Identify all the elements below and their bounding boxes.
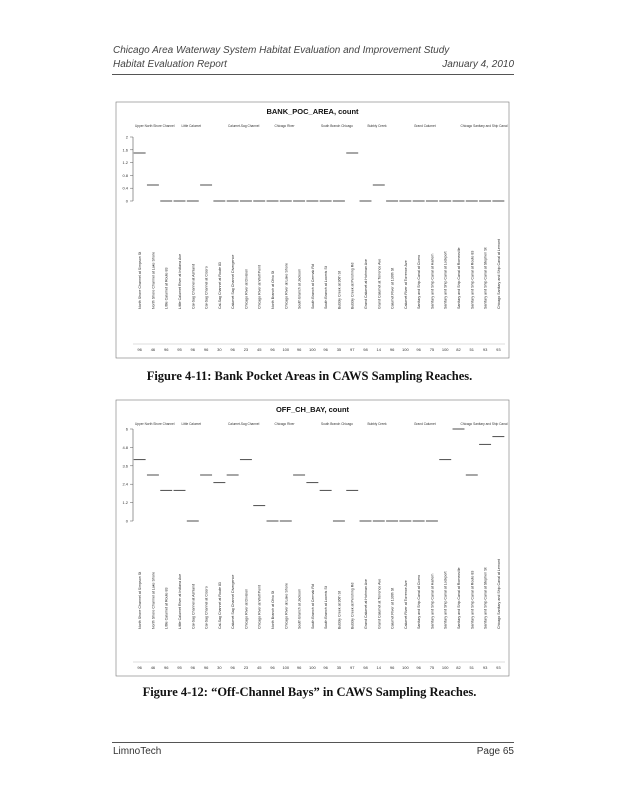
chart-frame [116,102,509,358]
station-label: Chicago River at Lake Shore [284,263,289,309]
y-tick-label: 1.2 [122,160,128,166]
station-label: Bubbly Creek at 36th St [337,271,342,309]
y-tick-label: 4.8 [122,444,128,450]
chart-title: BANK_POC_AREA, count [266,107,359,116]
station-label: Sanitary and Ship Canal at Romeoville [457,567,461,629]
station-count: 96 [296,665,302,670]
station-label: Grand Calumet at Hohman Ave [364,259,368,309]
chart-title: OFF_CH_BAY, count [275,405,350,414]
station-count: 93 [496,347,501,352]
group-label: Bubbly Creek [367,124,387,128]
station-label: South Branch at Cermak Rd [310,264,315,309]
station-count: 100 [282,347,290,352]
station-count: 96 [163,347,169,352]
station-label: North Shore Channel at Simpson St [138,251,143,309]
group-label: Chicago Sanitary and Ship Canal [460,422,508,426]
figure-4-12-caption: Figure 4-12: “Off-Channel Bays” in CAWS Sampling Reaches. [142,685,477,699]
bank-pocket-chart [115,101,510,359]
station-label: Chicago River at Division [244,268,249,309]
station-count: 14 [376,347,382,352]
group-label: Chicago Sanitary and Ship Canal [460,124,508,128]
station-count: 30 [217,347,222,352]
station-count: 98 [363,347,368,352]
station-label: Little Calumet River at Indiana Ave [178,253,182,309]
header-title-line1: Chicago Area Waterway System Habitat Evaluation and Improvement Study [113,45,450,56]
station-count: 82 [456,665,461,670]
group-label: Little Calumet [181,124,201,128]
station-count: 93 [482,347,488,352]
station-count: 96 [323,665,328,670]
station-count: 96 [389,347,395,352]
station-label: Chicago River at Division [244,588,249,629]
station-count: 23 [243,665,249,670]
off-channel-bay-chart [115,399,510,677]
station-label: Calumet River at Torrence Ave [403,260,408,309]
group-label: Grand Calumet [414,422,436,426]
station-label: Little Calumet River at Indiana Ave [178,573,182,629]
y-tick-label: 1.2 [122,500,128,506]
station-count: 35 [336,665,342,670]
station-count: 96 [416,665,421,670]
group-label: Calumet-Sag Channel [228,422,260,426]
station-label: Sanitary and Ship Canal at Route 83 [470,250,475,309]
station-label: Calumet Sag Channel Divergence [231,574,236,629]
station-label: Sanitary and Ship Canal at Stephen St [483,247,488,309]
station-count: 75 [429,665,435,670]
station-count: 51 [469,347,475,352]
station-label: Bubbly Creek at 36th St [337,591,342,629]
group-label: Bubbly Creek [367,422,387,426]
station-label: South Branch at Jackson [297,589,302,629]
y-tick-label: 2 [125,134,128,140]
group-label: South Branch Chicago [321,422,353,426]
station-label: North Shore Channel at Lake Shore [151,251,156,309]
station-count: 96 [389,665,395,670]
station-label: South Branch at Loomis St [324,266,329,309]
station-label: Chicago River at Wolf Point [257,265,262,309]
station-label: Little Calumet at Route 83 [164,267,169,309]
group-label: Calumet-Sag Channel [228,124,260,128]
station-count: 100 [282,665,290,670]
station-count: 14 [376,665,382,670]
station-label: South Branch at Cermak Rd [310,584,315,629]
station-count: 51 [469,665,475,670]
station-label: Sanitary and Ship Canal at Lockport [443,251,448,309]
station-count: 96 [270,665,275,670]
header-title-line2: Habitat Evaluation Report [113,59,227,70]
station-label: Chicago River at Wolf Point [257,585,262,629]
station-count: 97 [349,347,355,352]
header-rule [112,74,514,75]
station-label: Cal-Sag Channel at Cicero [204,266,209,309]
station-count: 46 [150,665,156,670]
station-label: Little Calumet at Route 83 [164,587,169,629]
station-count: 23 [243,347,249,352]
station-count: 93 [482,665,488,670]
station-label: Grand Calumet at Torrence Ave [377,578,382,629]
station-label: Sanitary and Ship Canal at Stephen St [483,567,488,629]
station-label: North Branch at Ohio St [271,270,275,309]
station-count: 82 [456,347,461,352]
station-label: Cal-Sag Channel at Ashland [191,583,196,629]
station-count: 30 [217,665,222,670]
station-label: Grand Calumet at Torrence Ave [377,258,382,309]
station-label: Sanitary and Ship Canal at Lockport [443,571,448,629]
station-count: 96 [190,347,196,352]
group-label: South Branch Chicago [321,124,353,128]
station-label: Cal-Sag Channel at Ashland [191,263,196,309]
y-tick-label: 2.4 [122,481,128,487]
group-label: Little Calumet [181,422,201,426]
station-label: North Shore Channel at Simpson St [138,571,143,629]
station-count: 96 [163,665,169,670]
station-count: 45 [256,665,262,670]
header-date: January 4, 2010 [442,59,514,70]
station-count: 35 [336,347,342,352]
station-count: 45 [256,347,262,352]
station-label: Calumet Sag Channel Divergence [231,254,236,309]
station-label: Bubbly Creek at Pershing Rd [350,582,355,629]
station-count: 96 [230,665,235,670]
group-label: Upper North Shore Channel [135,124,175,128]
station-label: Bubbly Creek at Pershing Rd [350,262,355,309]
station-label: Sanitary and Ship Canal at Harlem [430,573,435,629]
station-label: South Branch at Jackson [297,269,302,309]
station-label: Sanitary and Ship Canal at Romeoville [457,247,461,309]
station-count: 96 [190,665,196,670]
station-label: Sanitary and Ship Canal at Route 83 [470,570,475,629]
group-label: Upper North Shore Channel [135,422,175,426]
y-tick-label: 0 [125,518,128,524]
chart-frame [116,400,509,676]
station-label: South Branch at Loomis St [324,586,329,629]
station-count: 100 [441,347,449,352]
station-count: 97 [349,665,355,670]
station-count: 96 [270,347,275,352]
station-count: 100 [402,665,409,670]
station-count: 100 [309,665,316,670]
station-label: Cal-Sag Channel at Route 83 [217,262,222,309]
y-tick-label: 1.6 [122,147,128,153]
y-tick-label: 6 [125,426,128,432]
station-count: 100 [441,665,449,670]
station-count: 98 [363,665,368,670]
y-tick-label: 0.8 [122,172,128,178]
station-label: Sanitary and Ship Canal at Cicero [417,574,422,629]
y-tick-label: 0.4 [122,185,128,191]
station-label: Grand Calumet at Hohman Ave [364,579,368,629]
group-label: Chicago River [274,124,295,128]
footer-company: LimnoTech [113,746,162,757]
station-label: Cal-Sag Channel at Route 83 [217,582,222,629]
station-count: 96 [137,665,142,670]
station-label: Sanitary and Ship Canal at Cicero [417,254,422,309]
station-label: North Shore Channel at Lake Shore [151,571,156,629]
group-label: Grand Calumet [414,124,436,128]
footer-rule [112,742,514,743]
y-tick-label: 3.6 [122,463,128,469]
station-label: Cal-Sag Channel at Cicero [204,586,209,629]
station-label: Calumet River at 130th St [390,267,395,309]
station-count: 96 [203,347,209,352]
station-count: 93 [496,665,501,670]
station-count: 95 [177,347,182,352]
station-count: 96 [296,347,302,352]
footer-page: Page 65 [476,746,514,757]
station-count: 100 [402,347,409,352]
station-count: 96 [137,347,142,352]
station-count: 46 [150,347,156,352]
station-label: Sanitary and Ship Canal at Harlem [430,253,435,309]
station-label: North Branch at Ohio St [271,590,275,629]
station-label: Calumet River at 130th St [390,587,395,629]
station-count: 96 [203,665,209,670]
station-count: 75 [429,347,435,352]
station-count: 95 [177,665,182,670]
station-label: Chicago Sanitary and Ship Canal at Lemont [496,559,501,629]
figure-4-11-caption: Figure 4-11: Bank Pocket Areas in CAWS Sampling Reaches. [146,369,473,383]
station-count: 100 [309,347,316,352]
station-label: Chicago Sanitary and Ship Canal at Lemont [496,239,501,309]
station-count: 96 [230,347,235,352]
group-label: Chicago River [274,422,295,426]
y-tick-label: 0 [125,198,128,204]
station-label: Chicago River at Lake Shore [284,583,289,629]
station-label: Calumet River at Torrence Ave [403,580,408,629]
station-count: 96 [416,347,421,352]
station-count: 96 [323,347,328,352]
